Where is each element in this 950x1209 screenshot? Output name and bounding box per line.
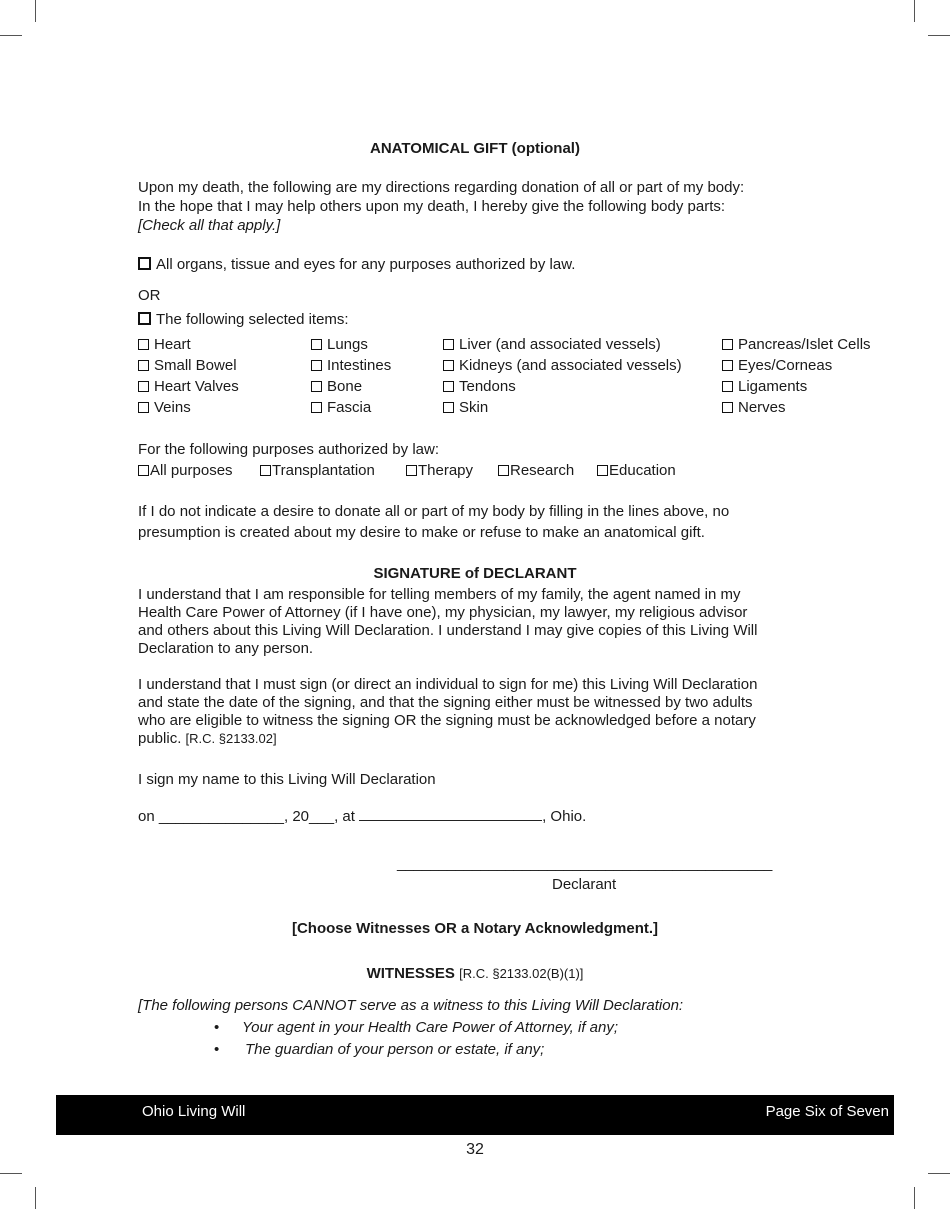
body-part-label: Eyes/Corneas (738, 357, 833, 374)
purpose-education-label: Education (609, 462, 676, 479)
sig-para1-line: I understand that I am responsible for telling members of my family, the agent named in my (138, 586, 741, 603)
body-part-checkbox[interactable] (722, 339, 733, 350)
crop-mark (0, 35, 22, 36)
witnesses-heading-line (0, 965, 950, 983)
purpose-transplantation-label: Transplantation (272, 462, 375, 479)
sign-statement: I sign my name to this Living Will Declaration (138, 771, 436, 788)
purpose-transplantation[interactable] (260, 462, 375, 480)
checkbox-selected-items[interactable] (138, 312, 151, 325)
year-prefix: , 20 (284, 808, 310, 825)
body-part-checkbox[interactable] (311, 360, 322, 371)
body-part-option[interactable] (138, 336, 191, 354)
option-all-organs[interactable] (138, 256, 575, 274)
body-part-label: Skin (459, 399, 489, 416)
body-part-label: Nerves (738, 399, 786, 416)
intro-instruction: [Check all that apply.] (138, 217, 281, 234)
date-field[interactable]: _______________ (158, 808, 284, 825)
sig-para1-line: and others about this Living Will Declaration. I understand I may give copies of this Living Will (138, 622, 758, 639)
option-all-organs-label: All organs, tissue and eyes for any purposes authorized by law. (156, 256, 576, 273)
signature-heading: SIGNATURE of DECLARANT (373, 565, 577, 582)
body-part-checkbox[interactable] (138, 339, 149, 350)
sig-para1-line: Declaration to any person. (138, 640, 314, 657)
body-part-option[interactable] (722, 378, 807, 396)
witness-note: [The following persons CANNOT serve as a witness to this Living Will Declaration: (138, 997, 684, 1014)
body-part-option[interactable] (138, 399, 191, 417)
body-part-option[interactable] (311, 399, 371, 417)
body-part-checkbox[interactable] (443, 381, 454, 392)
crop-mark (928, 1173, 950, 1174)
presumption-line-2: presumption is created about my desire to make or refuse to make an anatomical gift. (138, 524, 705, 541)
body-part-label: Bone (327, 378, 363, 395)
checkbox-purpose-all[interactable] (138, 465, 149, 476)
crop-mark (35, 0, 36, 22)
body-part-option[interactable] (443, 336, 661, 354)
option-selected-items-label: The following selected items: (156, 311, 349, 328)
sig-para1-line: Health Care Power of Attorney (if I have one), my physician, my lawyer, my religious advisor (138, 604, 748, 621)
declarant-signature-line[interactable]: _____________________________________________ (397, 855, 773, 872)
bullet-icon: • (214, 1019, 220, 1036)
body-part-label: Heart (154, 336, 191, 353)
body-part-label: Fascia (327, 399, 372, 416)
sig-para2-line: I understand that I must sign (or direct an individual to sign for me) this Living Will Declaration (138, 676, 758, 693)
sig-para2-line (138, 730, 277, 748)
body-part-label: Heart Valves (154, 378, 239, 395)
crop-mark (914, 0, 915, 22)
checkbox-purpose-transplantation[interactable] (260, 465, 271, 476)
presumption-line-1: If I do not indicate a desire to donate all or part of my body by filling in the lines above, no (138, 503, 730, 520)
sig-para2-last: public. (138, 730, 182, 747)
body-part-checkbox[interactable] (443, 339, 454, 350)
body-part-label: Liver (and associated vessels) (459, 336, 661, 353)
witness-bullet (214, 1019, 619, 1037)
body-part-checkbox[interactable] (722, 360, 733, 371)
footer-page-label: Page Six of Seven (765, 1103, 889, 1120)
checkbox-purpose-therapy[interactable] (406, 465, 417, 476)
purpose-all[interactable] (138, 462, 233, 480)
body-part-checkbox[interactable] (138, 402, 149, 413)
witness-bullet-text: The guardian of your person or estate, if any; (245, 1041, 545, 1058)
date-location-line (138, 806, 586, 826)
option-selected-items[interactable] (138, 311, 349, 329)
sig-para2-line: and state the date of the signing, and that the signing either must be witnessed by two adults (138, 694, 753, 711)
witnesses-heading: WITNESSES (366, 965, 455, 982)
body-part-checkbox[interactable] (443, 402, 454, 413)
body-part-checkbox[interactable] (138, 381, 149, 392)
body-part-option[interactable] (311, 378, 362, 396)
body-part-label: Ligaments (738, 378, 808, 395)
body-part-option[interactable] (311, 357, 391, 375)
body-part-option[interactable] (138, 378, 239, 396)
checkbox-purpose-education[interactable] (597, 465, 608, 476)
body-part-option[interactable] (443, 357, 682, 375)
checkbox-all-organs[interactable] (138, 257, 151, 270)
body-part-checkbox[interactable] (138, 360, 149, 371)
on-label: on (138, 808, 155, 825)
purpose-therapy-label: Therapy (418, 462, 474, 479)
location-field[interactable] (359, 806, 542, 821)
body-part-checkbox[interactable] (443, 360, 454, 371)
witness-bullet (214, 1041, 545, 1059)
page-title: ANATOMICAL GIFT (optional) (370, 140, 580, 157)
or-label: OR (138, 287, 161, 304)
choose-heading: [Choose Witnesses OR a Notary Acknowledgment.] (291, 920, 659, 937)
purpose-therapy[interactable] (406, 462, 473, 480)
at-label: , at (334, 808, 355, 825)
purpose-research-label: Research (510, 462, 575, 479)
body-part-checkbox[interactable] (311, 381, 322, 392)
body-part-option[interactable] (722, 399, 786, 417)
purposes-label: For the following purposes authorized by law: (138, 441, 439, 458)
body-part-option[interactable] (443, 399, 488, 417)
purpose-education[interactable] (597, 462, 676, 480)
body-part-label: Veins (154, 399, 191, 416)
page-footer (56, 1095, 894, 1135)
purpose-all-label: All purposes (150, 462, 233, 479)
body-part-option[interactable] (722, 357, 832, 375)
sig-para2-line: who are eligible to witness the signing OR the signing must be acknowledged before a notary (138, 712, 756, 729)
intro-line-1: Upon my death, the following are my directions regarding donation of all or part of my body: (138, 179, 745, 196)
body-part-label: Tendons (459, 378, 516, 395)
body-part-label: Small Bowel (154, 357, 237, 374)
body-part-checkbox[interactable] (722, 402, 733, 413)
crop-mark (35, 1187, 36, 1209)
intro-line-2: In the hope that I may help others upon my death, I hereby give the following body parts: (138, 198, 726, 215)
crop-mark (914, 1187, 915, 1209)
purpose-research[interactable] (498, 462, 574, 480)
body-part-label: Lungs (327, 336, 368, 353)
statute-citation: [R.C. §2133.02] (185, 731, 277, 746)
bullet-icon: • (214, 1041, 220, 1058)
body-part-label: Pancreas/Islet Cells (738, 336, 871, 353)
crop-mark (928, 35, 950, 36)
page-number: 32 (466, 1141, 484, 1158)
body-part-option[interactable] (138, 357, 237, 375)
body-part-option[interactable] (311, 336, 368, 354)
body-part-label: Intestines (327, 357, 392, 374)
footer-title: Ohio Living Will (142, 1103, 246, 1120)
body-part-checkbox[interactable] (722, 381, 733, 392)
body-part-checkbox[interactable] (311, 339, 322, 350)
body-part-option[interactable] (443, 378, 516, 396)
ohio-label: , Ohio. (542, 808, 587, 825)
witnesses-citation: [R.C. §2133.02(B)(1)] (459, 966, 584, 981)
year-field[interactable]: ___ (309, 808, 335, 825)
crop-mark (0, 1173, 22, 1174)
body-part-label: Kidneys (and associated vessels) (459, 357, 682, 374)
declarant-label: Declarant (552, 876, 617, 893)
witness-bullet-text: Your agent in your Health Care Power of Attorney, if any; (242, 1019, 619, 1036)
checkbox-purpose-research[interactable] (498, 465, 509, 476)
body-part-option[interactable] (722, 336, 871, 354)
body-part-checkbox[interactable] (311, 402, 322, 413)
